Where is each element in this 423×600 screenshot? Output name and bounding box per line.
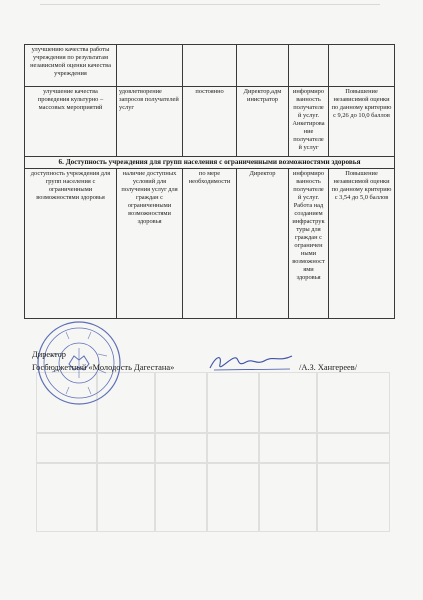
table-row <box>25 87 395 157</box>
cell-responsible: Директор,адм инистратор <box>237 87 289 157</box>
cell-measure: улучшению качества работы учреждения по результатам независимой оценки качества учреждения <box>25 45 117 87</box>
signer-title: Директор <box>32 350 66 359</box>
cell-goal: наличие доступных условий для получения услуг для граждан с ограниченными возможностями здоровья <box>117 169 183 319</box>
table-row <box>25 45 395 87</box>
section-header-row <box>25 157 395 169</box>
cell-goal: удовлетворение запросов получателей услуг <box>117 87 183 157</box>
cell-deadline: постоянно <box>183 87 237 157</box>
cell-result: информиро ванность получателе й услуг. Анкетирова ние получателе й услуг <box>289 87 329 157</box>
cell-result: информиро ванность получателе й услуг. Работа над созданием инфраструк туры для граждан с ограничен ными возможност ями здоровья <box>289 169 329 319</box>
cell-goal <box>117 45 183 87</box>
cell-deadline: по мере необходимости <box>183 169 237 319</box>
scan-edge-line <box>40 4 380 5</box>
table-row <box>25 169 395 319</box>
section-6-title: 6. Доступность учреждения для групп населения с ограниченными возможностями здоровья <box>25 157 395 169</box>
cell-indicator: Повышение независимой оценки по данному критерию с 9,26 до 10,0 баллов <box>329 87 395 157</box>
signer-name: /А.З. Хангереев/ <box>299 363 358 372</box>
cell-result <box>289 45 329 87</box>
cell-indicator: Повышение независимой оценки по данному критерию с 3,54 до 5,0 баллов <box>329 169 395 319</box>
cell-responsible: Директор <box>237 169 289 319</box>
cell-indicator <box>329 45 395 87</box>
signature-block <box>22 320 402 410</box>
cell-responsible <box>237 45 289 87</box>
cell-deadline <box>183 45 237 87</box>
organization-name: Госбюджетный «Молодость Дагестана» <box>32 363 175 372</box>
action-plan-table <box>24 44 395 319</box>
cell-measure: улучшение качества проведения культурно – массовых мероприятий <box>25 87 117 157</box>
handwritten-signature-icon <box>206 350 294 374</box>
cell-measure: доступность учреждения для групп населения с ограниченными возможностями здоровья <box>25 169 117 319</box>
